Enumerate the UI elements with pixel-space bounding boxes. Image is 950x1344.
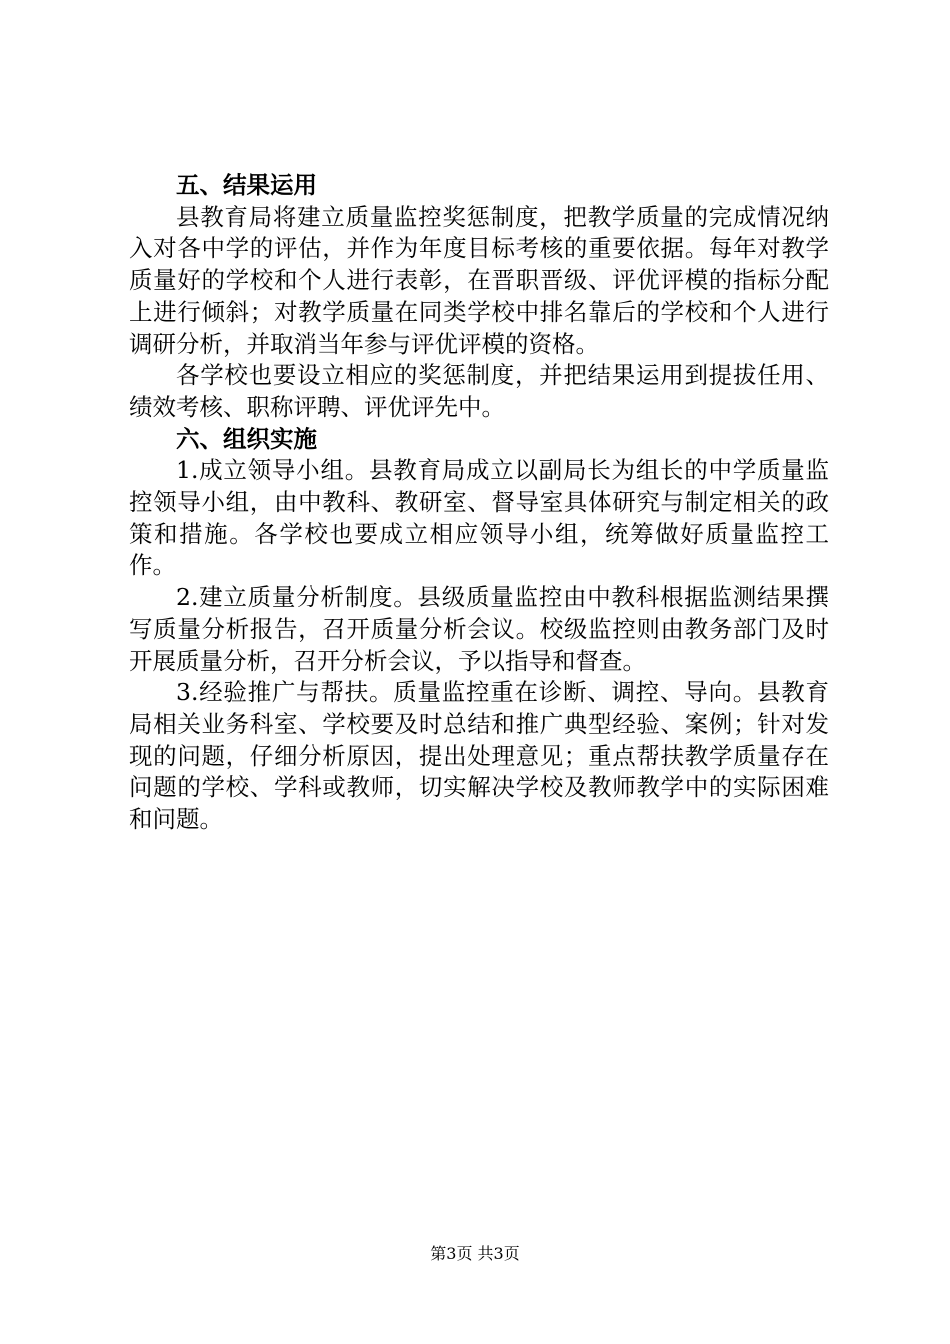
- document-body: [129, 170, 829, 836]
- paragraph: 2.建立质量分析制度。县级质量监控由中教科根据监测结果撰写质量分析报告，召开质量分析会议。校级监控则由教务部门及时开展质量分析，召开分析会议，予以指导和督查。: [129, 583, 829, 675]
- paragraph: 3.经验推广与帮扶。质量监控重在诊断、调控、导向。县教育局相关业务科室、学校要及时总结和推广典型经验、案例；针对发现的问题，仔细分析原因，提出处理意见；重点帮扶教学质量存在问题的学校、学科或教师，切实解决学校及教师教学中的实际困难和问题。: [129, 678, 829, 834]
- section-heading: 六、组织实施: [176, 424, 317, 453]
- paragraph: 县教育局将建立质量监控奖惩制度，把教学质量的完成情况纳入对各中学的评估，并作为年度目标考核的重要依据。每年对教学质量好的学校和个人进行表彰，在晋职晋级、评优评模的指标分配上进行倾斜；对教学质量在同类学校中排名靠后的学校和个人进行调研分析，并取消当年参与评优评模的资格。: [129, 202, 829, 358]
- section-results-application: [129, 170, 829, 424]
- paragraph: 1.成立领导小组。县教育局成立以副局长为组长的中学质量监控领导小组，由中教科、教研室、督导室具体研究与制定相关的政策和措施。各学校也要成立相应领导小组，统筹做好质量监控工作。: [129, 456, 829, 580]
- section-heading: 五、结果运用: [176, 171, 317, 199]
- section-organization-implementation: [129, 424, 829, 836]
- page-number-label: 第3页 共3页: [430, 1244, 520, 1263]
- paragraph: 各学校也要设立相应的奖惩制度，并把结果运用到提拔任用、绩效考核、职称评聘、评优评先中。: [129, 361, 829, 421]
- page-footer: [0, 1244, 950, 1264]
